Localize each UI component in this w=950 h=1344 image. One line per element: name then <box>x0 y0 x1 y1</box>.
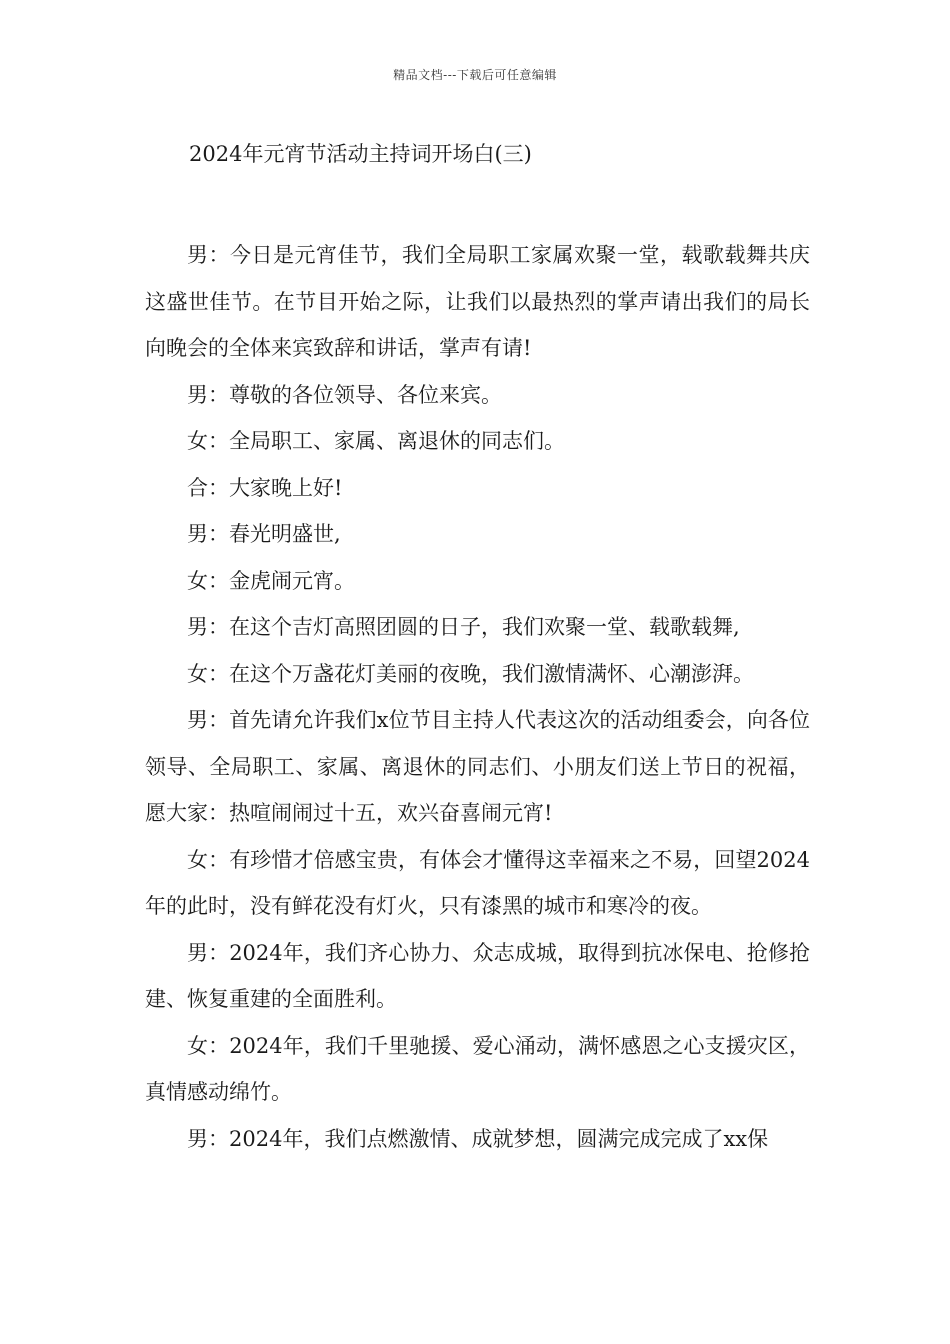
paragraph: 女：全局职工、家属、离退休的同志们。 <box>187 429 565 453</box>
paragraph: 男：春光明盛世, <box>187 522 341 546</box>
paragraph: 女：有珍惜才倍感宝贵，有体会才懂得这幸福来之不易，回望2024年的此时，没有鲜花没有灯火，只有漆黑的城市和寒冷的夜。 <box>145 847 810 918</box>
paragraph: 男：2024年，我们齐心协力、众志成城，取得到抗冰保电、抢修抢建、恢复重建的全面胜利。 <box>145 940 810 1011</box>
paragraph: 女：在这个万盏花灯美丽的夜晚，我们激情满怀、心潮澎湃。 <box>187 661 754 686</box>
paragraph: 男：首先请允许我们x位节目主持人代表这次的活动组委会，向各位领导、全局职工、家属、离退休的同志们、小朋友们送上节日的祝福，愿大家：热喧闹闹过十五，欢兴奋喜闹元宵! <box>145 708 810 825</box>
paragraph: 男：在这个吉灯高照团圆的日子，我们欢聚一堂、载歌载舞, <box>187 615 740 639</box>
document-body <box>145 232 810 1162</box>
paragraph: 女：2024年，我们千里驰援、爱心涌动，满怀感恩之心支援灾区，真情感动绵竹。 <box>145 1033 810 1104</box>
paragraph: 女：金虎闹元宵。 <box>187 568 355 593</box>
paragraph: 男：今日是元宵佳节，我们全局职工家属欢聚一堂，载歌载舞共庆这盛世佳节。在节目开始之际，让我们以最热烈的掌声请出我们的局长向晚会的全体来宾致辞和讲话，掌声有请! <box>145 243 810 360</box>
document-title: 2024年元宵节活动主持词开场白(三) <box>189 142 532 166</box>
paragraph: 男：尊敬的各位领导、各位来宾。 <box>187 382 502 407</box>
paragraph: 男：2024年，我们点燃激情、成就梦想，圆满完成完成了xx保 <box>187 1126 769 1151</box>
paragraph: 合：大家晚上好! <box>187 475 343 500</box>
page-header: 精品文档---下载后可任意编辑 <box>393 68 557 82</box>
